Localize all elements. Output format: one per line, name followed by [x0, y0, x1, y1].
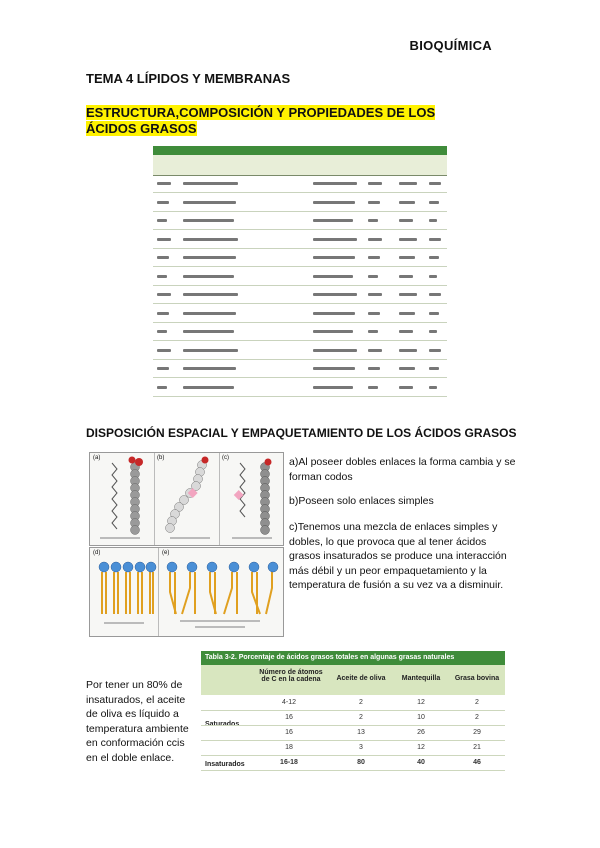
table-title: Tabla 3-2. Porcentaje de ácidos grasos totales en algunas grasas naturales: [201, 651, 505, 665]
fa-table-cell: [399, 182, 417, 185]
table-cell: 16: [285, 714, 293, 721]
fa-table-cell: [313, 219, 353, 222]
fa-table-cell: [429, 238, 441, 241]
fa-table-cell: [183, 238, 238, 241]
panel-b-tag: (b): [157, 455, 165, 461]
fa-table-cell: [368, 256, 380, 259]
table-cell: 26: [417, 729, 425, 736]
fa-table-cell: [157, 312, 169, 315]
fatty-acids-table-image: [153, 146, 447, 391]
fa-table-cell: [368, 349, 382, 352]
olive-oil-note: Por tener un 80% de insaturados, el aceite de oliva es líquido a temperatura ambiente en conformación ccis en el doble enlace.: [86, 679, 189, 764]
table-cell: 3: [359, 744, 363, 751]
section-title-structure: [86, 105, 486, 137]
fa-table-cell: [157, 256, 169, 259]
table-cell: 2: [359, 714, 363, 721]
table-row-rule: [201, 755, 505, 756]
fa-table-cell: [183, 367, 236, 370]
fa-table-cell: [429, 219, 437, 222]
table-cell: 2: [359, 699, 363, 706]
subject-header: BIOQUÍMICA: [409, 38, 492, 53]
fa-table-cell: [183, 312, 236, 315]
fa-table-cell: [429, 330, 437, 333]
fa-table-cell: [429, 201, 439, 204]
fa-table-cell: [399, 219, 413, 222]
fa-table-row-rule: [153, 248, 447, 249]
fa-table-cell: [399, 201, 415, 204]
fa-table-cell: [399, 293, 417, 296]
fatty-acid-packing-figure: [89, 547, 284, 637]
fa-table-cell: [313, 256, 355, 259]
fa-table-cell: [313, 367, 355, 370]
fa-table-cell: [183, 256, 236, 259]
fa-table-cell: [368, 219, 378, 222]
fa-table-cell: [399, 312, 415, 315]
table-cell: 12: [417, 699, 425, 706]
fa-table-cell: [399, 349, 417, 352]
fa-table-cell: [399, 330, 413, 333]
fa-table-cell: [183, 330, 234, 333]
explanation-c: c)Tenemos una mezcla de enlaces simples y dobles, lo que provoca que al tener ácidos grasos insaturados se produce una interacción más débil y un peor empaquetamiento y la temperatura de fusión a su vez va a disminuir.: [289, 521, 507, 591]
panel-c-tag: (c): [222, 455, 229, 461]
panel-d-tag: (d): [93, 550, 101, 556]
fa-table-row-rule: [153, 229, 447, 230]
fa-table-cell: [429, 293, 441, 296]
fa-table-row-rule: [153, 377, 447, 378]
fa-table-cell: [183, 293, 238, 296]
column-header: Mantequilla: [401, 675, 441, 682]
topic-title: TEMA 4 LÍPIDOS Y MEMBRANAS: [86, 71, 291, 86]
fa-table-cell: [183, 219, 234, 222]
table-row-rule: [201, 740, 505, 741]
fa-table-row-rule: [153, 303, 447, 304]
table-cell: 12: [417, 744, 425, 751]
table-cell: 2: [475, 714, 479, 721]
fa-table-cell: [399, 386, 413, 389]
fa-table-title-bar: [153, 146, 447, 155]
fa-table-cell: [313, 293, 357, 296]
fa-table-cell: [368, 238, 382, 241]
section-title-packing: DISPOSICIÓN ESPACIAL Y EMPAQUETAMIENTO DE LOS ÁCIDOS GRASOS: [86, 426, 517, 440]
fa-table-cell: [368, 275, 378, 278]
fa-table-cell: [429, 349, 441, 352]
table-header-row: [201, 665, 505, 695]
table-cell: 21: [473, 744, 481, 751]
panel-a-tag: (a): [93, 455, 101, 461]
fa-table-cell: [368, 201, 380, 204]
table-cell: 18: [285, 744, 293, 751]
fa-table-cell: [429, 386, 437, 389]
fa-table-cell: [429, 256, 439, 259]
explanation-b: b)Poseen solo enlaces simples: [289, 495, 434, 507]
fa-table-cell: [157, 330, 167, 333]
table-cell: 29: [473, 729, 481, 736]
fa-table-cell: [429, 312, 439, 315]
fa-table-cell: [399, 367, 415, 370]
fa-table-row-rule: [153, 396, 447, 397]
table-cell: 13: [357, 729, 365, 736]
table-row-rule: [201, 725, 505, 726]
fa-table-cell: [183, 201, 236, 204]
fa-table-cell: [368, 312, 380, 315]
table-cell: 10: [417, 714, 425, 721]
fa-table-cell: [157, 367, 169, 370]
fa-table-cell: [368, 330, 378, 333]
fa-table-cell: [183, 349, 238, 352]
fa-table-cell: [183, 182, 238, 185]
panel-e-tag: (e): [162, 550, 170, 556]
table-cell: 16-18: [280, 759, 298, 766]
column-header: Número de átomos de C en la cadena: [259, 669, 323, 683]
fa-table-cell: [368, 182, 382, 185]
table-cell: 80: [357, 759, 365, 766]
table-cell: 40: [417, 759, 425, 766]
fa-table-cell: [399, 275, 413, 278]
fa-table-row-rule: [153, 359, 447, 360]
fa-table-cell: [429, 367, 439, 370]
fa-table-cell: [313, 201, 355, 204]
fa-table-cell: [429, 182, 441, 185]
explanation-a: a)Al poseer dobles enlaces la forma cambia y se forman codos: [289, 456, 516, 483]
fa-table-cell: [429, 275, 437, 278]
fa-table-row-rule: [153, 340, 447, 341]
column-header: Grasa bovina: [454, 675, 500, 682]
fa-table-cell: [368, 367, 380, 370]
fa-table-cell: [313, 386, 353, 389]
packing-drawing: [90, 548, 283, 636]
fa-table-row-rule: [153, 211, 447, 212]
fa-table-cell: [368, 293, 382, 296]
table-cell: 46: [473, 759, 481, 766]
table-row-rule: [201, 710, 505, 711]
fa-table-cell: [157, 293, 171, 296]
fa-table-row-rule: [153, 322, 447, 323]
fa-table-cell: [313, 330, 353, 333]
fa-table-cell: [157, 201, 169, 204]
fa-table-cell: [368, 386, 378, 389]
fa-table-cell: [313, 349, 357, 352]
fa-table-cell: [399, 238, 417, 241]
fa-table-header-row: [153, 155, 447, 176]
fa-table-cell: [157, 275, 167, 278]
table-row-rule: [201, 770, 505, 771]
fa-table-cell: [313, 312, 355, 315]
fa-table-row-rule: [153, 192, 447, 193]
fa-table-cell: [157, 182, 171, 185]
table-cell: 4-12: [281, 699, 296, 706]
row-group-label: Insaturados: [205, 761, 245, 768]
fa-table-cell: [157, 349, 171, 352]
fat-percentages-table: [201, 651, 505, 771]
fa-table-row-rule: [153, 266, 447, 267]
fatty-acid-models-drawing: [90, 453, 283, 545]
fa-table-cell: [183, 386, 234, 389]
fa-table-row-rule: [153, 285, 447, 286]
fa-table-cell: [157, 386, 167, 389]
table-cell: 2: [475, 699, 479, 706]
fa-table-cell: [313, 182, 357, 185]
column-header: Aceite de oliva: [336, 675, 386, 682]
fa-table-cell: [157, 219, 167, 222]
section-title-structure-text: ESTRUCTURA,COMPOSICIÓN Y PROPIEDADES DE LOS ÁCIDOS GRASOS: [86, 105, 436, 136]
fa-table-cell: [399, 256, 415, 259]
fa-table-cell: [313, 275, 353, 278]
fatty-acid-conformation-figure: [89, 452, 284, 546]
fa-table-cell: [183, 275, 234, 278]
fa-table-cell: [157, 238, 171, 241]
fa-table-cell: [313, 238, 357, 241]
table-cell: 16: [285, 729, 293, 736]
